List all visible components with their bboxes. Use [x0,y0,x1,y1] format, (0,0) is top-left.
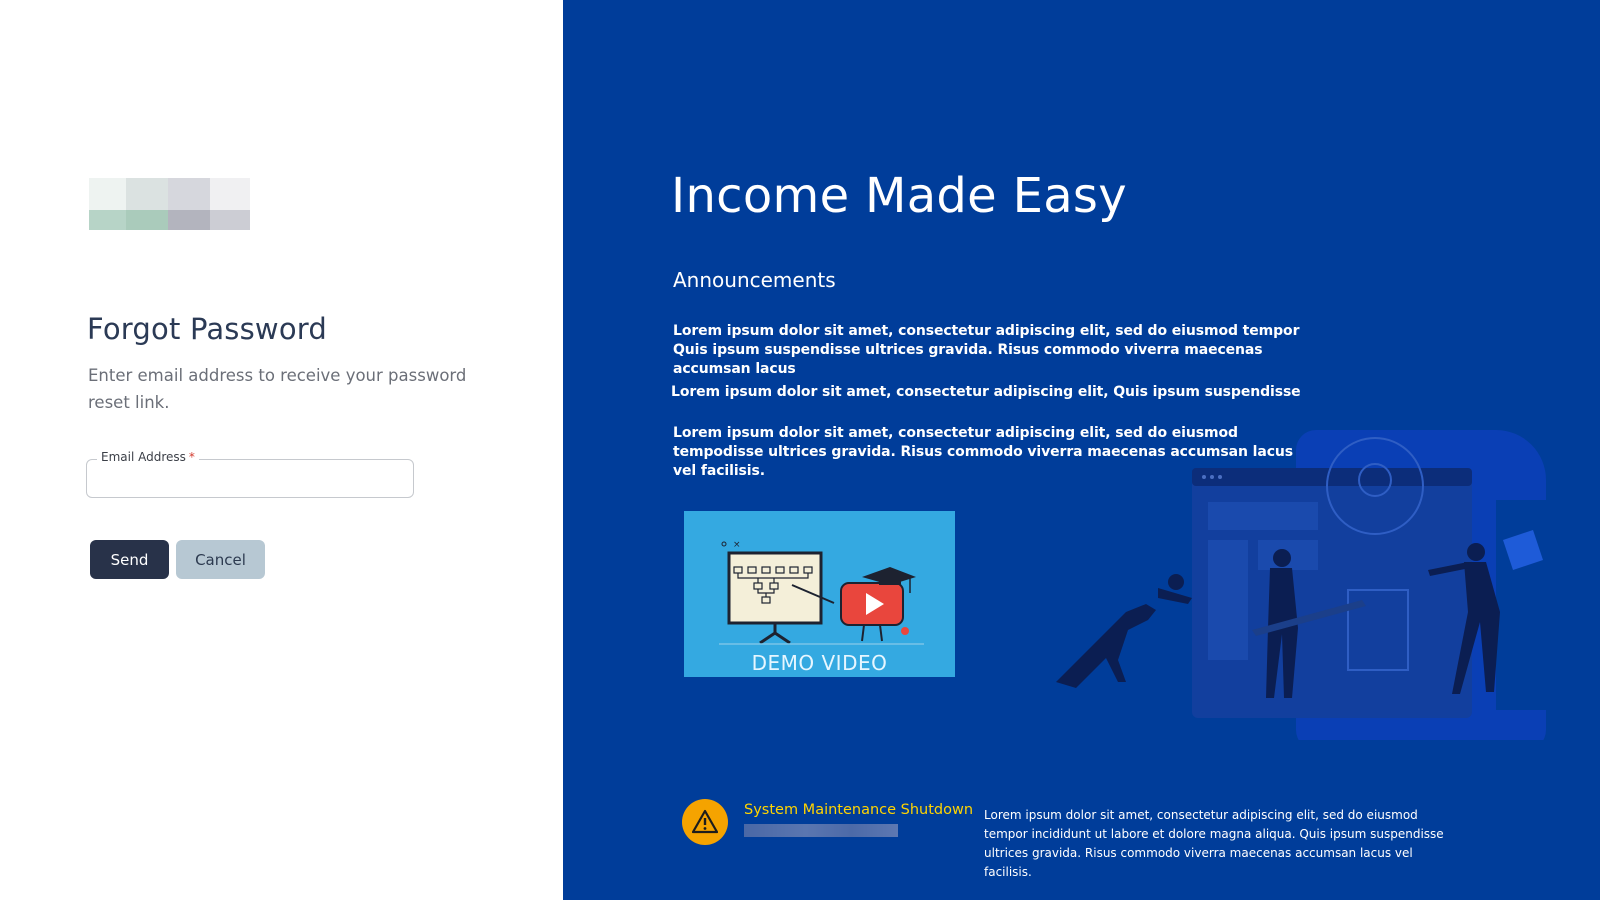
content-block [1208,502,1318,530]
cancel-button[interactable]: Cancel [176,540,265,579]
maintenance-date-blurred [744,824,898,837]
window-dot [1218,475,1222,479]
logo-tile [89,178,126,210]
cap-base [879,577,901,585]
window-dot [1202,475,1206,479]
announcements-title: Announcements [673,268,836,292]
send-button[interactable]: Send [90,540,169,579]
logo-tile [210,210,250,230]
character-leg [862,625,864,641]
login-panel [0,0,563,900]
page-title: Forgot Password [87,312,327,346]
easel-board [729,553,821,623]
announcement-item: Lorem ipsum dolor sit amet, consectetur adipiscing elit, Quis ipsum suspendisse [671,384,1301,400]
decor-dot [901,627,909,635]
maintenance-description: Lorem ipsum dolor sit amet, consectetur adipiscing elit, sed do eiusmod tempor incididunt ut labore et dolore magna aliqua. Quis ipsum suspendisse ultrices gravida. Risus commodo viverra maecenas accumsan lacus vel facilisis. [984,808,1444,879]
announcement-item: Lorem ipsum dolor sit amet, consectetur adipiscing elit, sed do eiusmod tempodisse ultrices gravida. Risus commodo viverra maecenas accumsan lacus vel facilisis. [673,425,1293,479]
logo-tile [168,178,210,210]
hero-title: Income Made Easy [671,168,1127,224]
character-leg [880,625,882,641]
page-description: Enter email address to receive your password reset link. [88,366,467,412]
required-marker: * [188,450,195,464]
announcement-item: Lorem ipsum dolor sit amet, consectetur adipiscing elit, sed do eiusmod tempor Quis ipsum suspendisse ultrices gravida. Risus commodo viverra maecenas accumsan lacus [673,323,1300,377]
easel-leg [775,633,790,643]
logo-tile [168,210,210,230]
email-field-label-text: Email Address [101,450,186,464]
promo-panel [563,0,1600,900]
email-input[interactable] [87,460,413,497]
easel-leg [760,633,775,643]
sparkle: × [733,540,741,550]
maintenance-title: System Maintenance Shutdown [744,802,974,818]
team-illustration [1048,420,1600,740]
logo-tile [126,210,168,230]
sparkle [722,542,726,546]
logo-tile [89,210,126,230]
browser-toolbar [1192,468,1472,486]
content-block [1208,540,1248,660]
logo-tile [126,178,168,210]
warning-badge [682,799,728,845]
email-field[interactable] [86,450,414,498]
company-logo [89,178,250,230]
video-label: DEMO VIDEO [751,651,888,675]
window-dot [1210,475,1214,479]
warning-triangle-icon [692,809,718,835]
email-field-label [97,450,199,464]
logo-tile [210,178,250,210]
demo-video-thumbnail[interactable] [684,511,955,677]
